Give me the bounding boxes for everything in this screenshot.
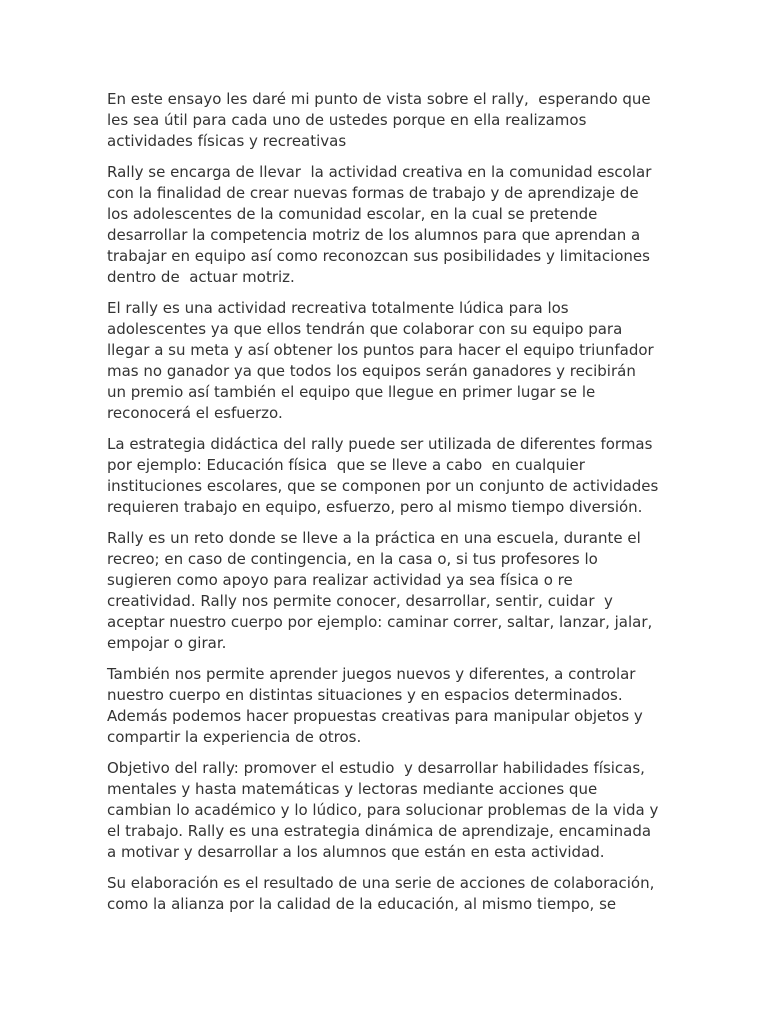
text-line: cambian lo académico y lo lúdico, para solucionar problemas de la vida y [107, 801, 659, 819]
text-line: Objetivo del rally: promover el estudio y desarrollar habilidades físicas, [107, 759, 645, 777]
text-line: instituciones escolares, que se componen por un conjunto de actividades [107, 477, 659, 495]
text-line: a motivar y desarrollar a los alumnos que están en esta actividad. [107, 843, 605, 861]
paragraph-1 [107, 89, 667, 152]
text-line: trabajar en equipo así como reconozcan sus posibilidades y limitaciones [107, 247, 650, 265]
text-line: adolescentes ya que ellos tendrán que colaborar con su equipo para [107, 320, 623, 338]
text-line: por ejemplo: Educación física que se lleve a cabo en cualquier [107, 456, 585, 474]
paragraph-3 [107, 298, 667, 424]
text-line: los adolescentes de la comunidad escolar, en la cual se pretende [107, 205, 598, 223]
text-line: recreo; en caso de contingencia, en la casa o, si tus profesores lo [107, 550, 598, 568]
paragraph-7 [107, 758, 667, 863]
text-line: compartir la experiencia de otros. [107, 728, 362, 746]
text-line: mas no ganador ya que todos los equipos serán ganadores y recibirán [107, 362, 636, 380]
text-line: creatividad. Rally nos permite conocer, desarrollar, sentir, cuidar y [107, 592, 613, 610]
text-line: Rally se encarga de llevar la actividad creativa en la comunidad escolar [107, 163, 652, 181]
text-line: El rally es una actividad recreativa totalmente lúdica para los [107, 299, 569, 317]
text-line: el trabajo. Rally es una estrategia dinámica de aprendizaje, encaminada [107, 822, 652, 840]
text-line: reconocerá el esfuerzo. [107, 404, 283, 422]
text-line: También nos permite aprender juegos nuevos y diferentes, a controlar [107, 665, 636, 683]
text-line: Además podemos hacer propuestas creativas para manipular objetos y [107, 707, 643, 725]
paragraph-6 [107, 664, 667, 748]
text-line: Rally es un reto donde se lleve a la práctica en una escuela, durante el [107, 529, 641, 547]
text-line: empojar o girar. [107, 634, 227, 652]
document-page [107, 89, 667, 925]
text-line: como la alianza por la calidad de la educación, al mismo tiempo, se [107, 895, 617, 913]
text-line: En este ensayo les daré mi punto de vista sobre el rally, esperando que [107, 90, 651, 108]
text-line: llegar a su meta y así obtener los puntos para hacer el equipo triunfador [107, 341, 654, 359]
text-line: nuestro cuerpo en distintas situaciones y en espacios determinados. [107, 686, 623, 704]
paragraph-2 [107, 162, 667, 288]
text-line: con la finalidad de crear nuevas formas de trabajo y de aprendizaje de [107, 184, 639, 202]
text-line: dentro de actuar motriz. [107, 268, 295, 286]
text-line: les sea útil para cada uno de ustedes porque en ella realizamos [107, 111, 587, 129]
text-line: desarrollar la competencia motriz de los alumnos para que aprendan a [107, 226, 641, 244]
paragraph-5 [107, 528, 667, 654]
text-line: actividades físicas y recreativas [107, 132, 347, 150]
text-line: aceptar nuestro cuerpo por ejemplo: caminar correr, saltar, lanzar, jalar, [107, 613, 653, 631]
text-line: La estrategia didáctica del rally puede ser utilizada de diferentes formas [107, 435, 653, 453]
text-line: mentales y hasta matemáticas y lectoras mediante acciones que [107, 780, 598, 798]
text-line: sugieren como apoyo para realizar actividad ya sea física o re [107, 571, 573, 589]
text-line: Su elaboración es el resultado de una serie de acciones de colaboración, [107, 874, 655, 892]
text-line: requieren trabajo en equipo, esfuerzo, pero al mismo tiempo diversión. [107, 498, 643, 516]
text-line: un premio así también el equipo que llegue en primer lugar se le [107, 383, 596, 401]
paragraph-4 [107, 434, 667, 518]
paragraph-8 [107, 873, 667, 915]
